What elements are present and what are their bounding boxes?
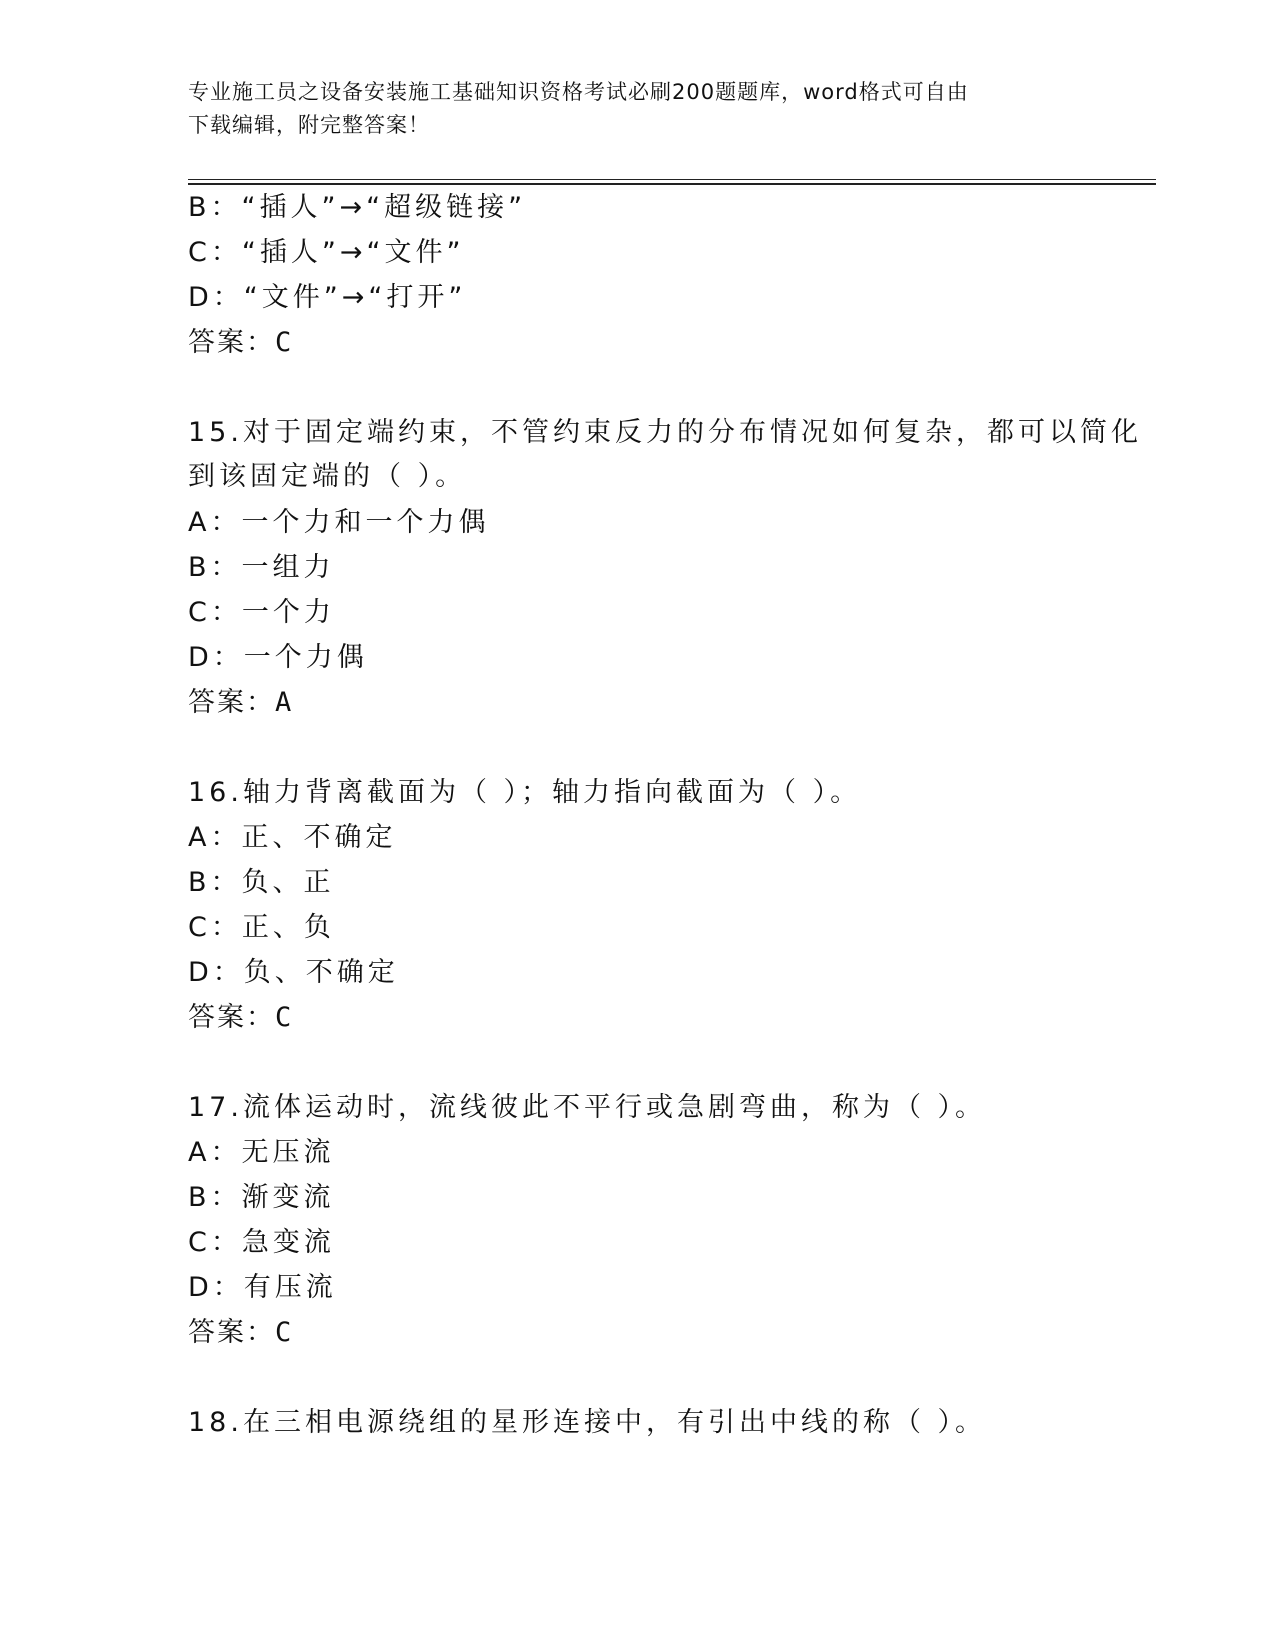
- q16-option-a: A：正、不确定: [188, 822, 397, 853]
- answer-value: C: [275, 1002, 294, 1033]
- answer-label: 答案：: [188, 1002, 275, 1033]
- q14-option-c: C：“插人”→“文件”: [188, 237, 465, 268]
- answer-label: 答案：: [188, 1317, 275, 1348]
- q15-stem-line-2: 到该固定端的（ ）。: [188, 461, 467, 492]
- q17-option-c: C：急变流: [188, 1227, 335, 1258]
- q15-option-b: B：一组力: [188, 552, 335, 583]
- q16-option-c: C：正、负: [188, 912, 335, 943]
- q17-answer: [188, 1315, 293, 1351]
- q18-stem-line-1: 18.在三相电源绕组的星形连接中，有引出中线的称（ ）。: [188, 1407, 987, 1438]
- header-divider-thick: [188, 183, 1156, 185]
- q14-option-b: B：“插人”→“超级链接”: [188, 192, 527, 223]
- q17-option-d: D：有压流: [188, 1272, 337, 1303]
- header-line-2: 下载编辑，附完整答案！: [188, 113, 430, 137]
- answer-label: 答案：: [188, 687, 275, 718]
- document-header: [188, 76, 1088, 142]
- q17-option-a: A：无压流: [188, 1137, 335, 1168]
- q16-option-d: D：负、不确定: [188, 957, 399, 988]
- q15-option-a: A：一个力和一个力偶: [188, 507, 490, 538]
- q16-answer: [188, 1000, 293, 1036]
- q15-option-d: D：一个力偶: [188, 642, 368, 673]
- answer-value: C: [275, 1317, 294, 1348]
- answer-value: A: [275, 687, 294, 718]
- q16-option-b: B：负、正: [188, 867, 335, 898]
- header-divider-thin: [188, 179, 1156, 180]
- q15-answer: [188, 685, 293, 721]
- q14-answer: [188, 325, 293, 361]
- q14-option-d: D：“文件”→“打开”: [188, 282, 467, 313]
- q15-stem-line-1: 15.对于固定端约束，不管约束反力的分布情况如何复杂，都可以简化: [188, 417, 1142, 448]
- answer-label: 答案：: [188, 327, 275, 358]
- header-line-1: 专业施工员之设备安装施工基础知识资格考试必刷200题题库，word格式可自由: [188, 80, 969, 104]
- q17-option-b: B：渐变流: [188, 1182, 335, 1213]
- q15-option-c: C：一个力: [188, 597, 335, 628]
- q16-stem-line-1: 16.轴力背离截面为（ ）；轴力指向截面为（ ）。: [188, 777, 862, 808]
- q17-stem-line-1: 17.流体运动时，流线彼此不平行或急剧弯曲，称为（ ）。: [188, 1092, 987, 1123]
- answer-value: C: [275, 327, 294, 358]
